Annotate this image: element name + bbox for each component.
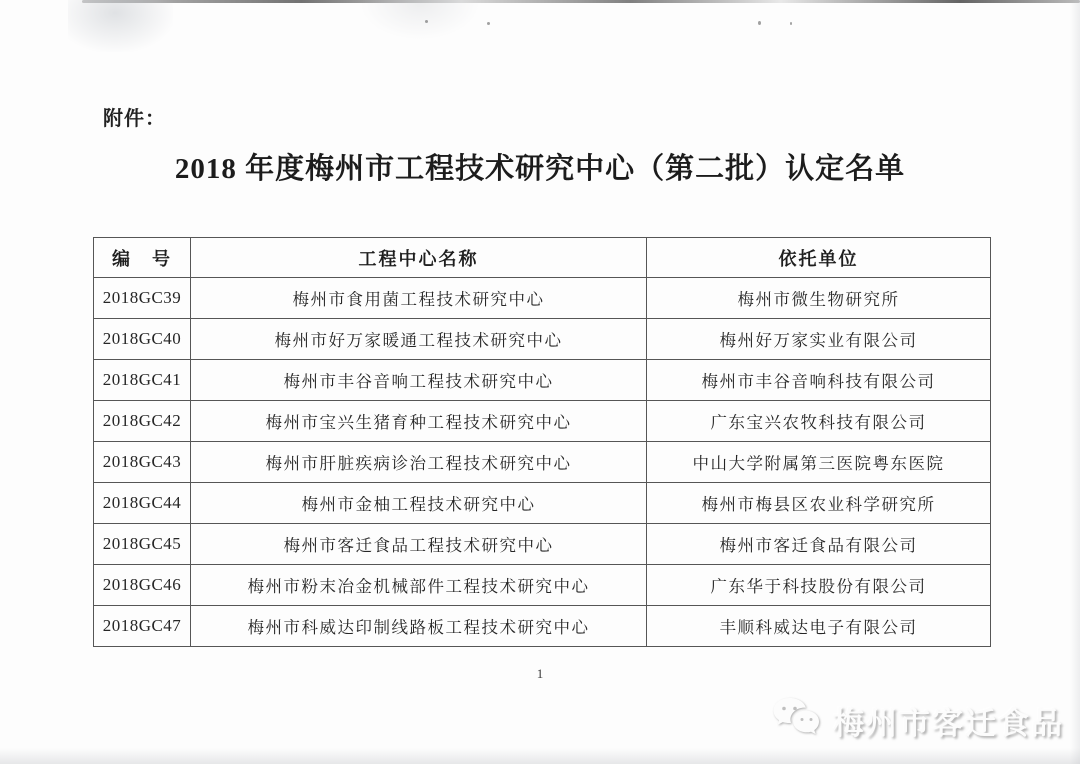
scan-speck	[790, 22, 792, 25]
center-name-cell: 梅州市金柚工程技术研究中心	[191, 483, 647, 524]
table-header-row	[94, 238, 991, 278]
supporting-unit-cell: 梅州市微生物研究所	[647, 278, 991, 319]
center-name-cell: 梅州市肝脏疾病诊治工程技术研究中心	[191, 442, 647, 483]
table-row	[94, 278, 991, 319]
center-name-cell: 梅州市粉末冶金机械部件工程技术研究中心	[191, 565, 647, 606]
supporting-unit-cell: 广东华于科技股份有限公司	[647, 565, 991, 606]
scan-smudge	[360, 0, 480, 40]
scan-edge-shadow	[0, 748, 1080, 764]
supporting-unit-cell: 广东宝兴农牧科技有限公司	[647, 401, 991, 442]
scan-edge-shadow	[1070, 0, 1080, 764]
row-id-cell: 2018GC46	[94, 565, 191, 606]
supporting-unit-cell: 中山大学附属第三医院粤东医院	[647, 442, 991, 483]
row-id-cell: 2018GC39	[94, 278, 191, 319]
supporting-unit-cell: 梅州市丰谷音响科技有限公司	[647, 360, 991, 401]
scan-edge-artifact	[82, 0, 1080, 3]
table-row	[94, 401, 991, 442]
scan-speck	[758, 21, 761, 25]
supporting-unit-cell: 梅州市客迁食品有限公司	[647, 524, 991, 565]
table-body	[94, 278, 991, 647]
recognition-list-table	[93, 237, 991, 647]
table-row	[94, 606, 991, 647]
page-title: 2018 年度梅州市工程技术研究中心（第二批）认定名单	[174, 153, 906, 185]
supporting-unit-cell: 丰顺科威达电子有限公司	[647, 606, 991, 647]
table-row	[94, 319, 991, 360]
table-row	[94, 483, 991, 524]
table-row	[94, 565, 991, 606]
page-number: 1	[536, 666, 544, 681]
scan-speck	[487, 22, 490, 25]
row-id-cell: 2018GC41	[94, 360, 191, 401]
table-row	[94, 360, 991, 401]
header-supporting-unit: 依托单位	[647, 238, 991, 278]
watermark	[771, 696, 1064, 745]
center-name-cell: 梅州市食用菌工程技术研究中心	[191, 278, 647, 319]
center-name-cell: 梅州市客迁食品工程技术研究中心	[191, 524, 647, 565]
row-id-cell: 2018GC44	[94, 483, 191, 524]
supporting-unit-cell: 梅州好万家实业有限公司	[647, 319, 991, 360]
scan-smudge	[68, 0, 173, 52]
scan-speck	[425, 20, 428, 23]
table-row	[94, 524, 991, 565]
row-id-cell: 2018GC47	[94, 606, 191, 647]
center-name-cell: 梅州市宝兴生猪育种工程技术研究中心	[191, 401, 647, 442]
supporting-unit-cell: 梅州市梅县区农业科学研究所	[647, 483, 991, 524]
center-name-cell: 梅州市科威达印制线路板工程技术研究中心	[191, 606, 647, 647]
wechat-logo-icon	[771, 696, 823, 745]
center-name-cell: 梅州市丰谷音响工程技术研究中心	[191, 360, 647, 401]
center-name-cell: 梅州市好万家暖通工程技术研究中心	[191, 319, 647, 360]
watermark-text: 梅州市客迁食品	[833, 706, 1064, 741]
header-id: 编 号	[94, 238, 191, 278]
row-id-cell: 2018GC40	[94, 319, 191, 360]
row-id-cell: 2018GC45	[94, 524, 191, 565]
row-id-cell: 2018GC43	[94, 442, 191, 483]
attachment-label: 附件：	[103, 108, 166, 130]
header-center-name: 工程中心名称	[191, 238, 647, 278]
table-row	[94, 442, 991, 483]
row-id-cell: 2018GC42	[94, 401, 191, 442]
